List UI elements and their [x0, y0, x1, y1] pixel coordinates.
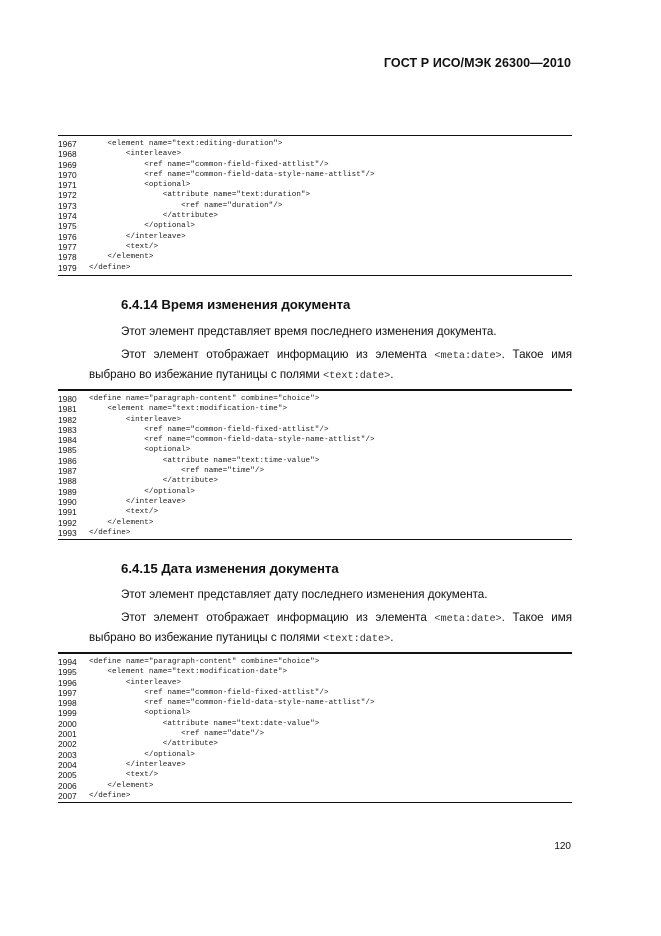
line-number: 1995: [58, 667, 77, 678]
line-number: 1985: [58, 445, 77, 456]
line-number: 1981: [58, 404, 77, 415]
code-text: </optional>: [89, 487, 195, 496]
code-text: <attribute name="text:date-value">: [89, 719, 320, 728]
code-text: <ref name="common-field-fixed-attlist"/>: [89, 425, 329, 434]
code-line: [58, 781, 572, 791]
code-listing-body: [58, 391, 572, 538]
code-line: [58, 750, 572, 760]
code-text: <optional>: [89, 709, 191, 718]
code-text: <optional>: [89, 181, 191, 190]
code-text: </optional>: [89, 222, 195, 231]
code-text: <ref name="common-field-fixed-attlist"/>: [89, 160, 329, 169]
line-number: 1996: [58, 677, 77, 688]
code-line: [58, 242, 572, 252]
code-text: </define>: [89, 791, 131, 800]
inline-code-meta-date: <meta:date>: [434, 614, 502, 625]
code-line: [58, 770, 572, 780]
code-line: [58, 232, 572, 242]
code-line: [58, 791, 572, 801]
page-number: 120: [554, 841, 571, 852]
line-number: 2002: [58, 739, 77, 750]
line-number: 1968: [58, 149, 77, 160]
code-text: <ref name="common-field-data-style-name-attlist"/>: [89, 436, 375, 445]
code-text: <define name="paragraph-content" combine="choice">: [89, 658, 320, 666]
code-line: [58, 263, 572, 273]
line-number: 1982: [58, 414, 77, 425]
code-text: <attribute name="text:time-value">: [89, 456, 320, 465]
code-line: [58, 170, 572, 180]
code-line: [58, 160, 572, 170]
code-line: [58, 719, 572, 729]
paragraph-text: .: [390, 368, 394, 381]
code-listing-2: [58, 389, 572, 540]
code-line: [58, 739, 572, 749]
section-heading-6-4-14: 6.4.14 Время изменения документа: [121, 297, 351, 312]
code-text: <interleave>: [89, 678, 182, 687]
code-listing-body: [58, 654, 572, 801]
code-text: <ref name="common-field-data-style-name-attlist"/>: [89, 170, 375, 179]
code-line: [58, 760, 572, 770]
line-number: 1988: [58, 476, 77, 487]
code-text: <ref name="time"/>: [89, 467, 265, 476]
code-line: [58, 394, 572, 404]
code-line: [58, 149, 572, 159]
code-line: [58, 180, 572, 190]
code-text: <element name="text:modification-date">: [89, 668, 288, 677]
code-line: [58, 404, 572, 414]
code-text: <text/>: [89, 508, 159, 517]
line-number: 1970: [58, 169, 77, 180]
code-line: [58, 528, 572, 538]
line-number: 1993: [58, 527, 77, 538]
line-number: 1992: [58, 517, 77, 528]
inline-code-meta-date: <meta:date>: [434, 351, 502, 362]
line-number: 1983: [58, 424, 77, 435]
code-line: [58, 476, 572, 486]
line-number: 1975: [58, 221, 77, 232]
section-6-4-15-paragraph-2: [89, 609, 572, 649]
code-line: [58, 518, 572, 528]
code-line: [58, 221, 572, 231]
code-text: </interleave>: [89, 497, 186, 506]
line-number: 1974: [58, 211, 77, 222]
code-line: [58, 698, 572, 708]
line-number: 2007: [58, 790, 77, 801]
line-number: 1984: [58, 435, 77, 446]
line-number: 1980: [58, 394, 77, 404]
code-line: [58, 729, 572, 739]
code-text: </interleave>: [89, 232, 186, 241]
code-line: [58, 445, 572, 455]
code-text: </optional>: [89, 750, 195, 759]
code-line: [58, 425, 572, 435]
line-number: 1987: [58, 466, 77, 477]
code-line: [58, 139, 572, 149]
paragraph-text: Этот элемент отображает информацию из элемента: [121, 348, 435, 361]
inline-code-text-date: <text:date>: [323, 634, 391, 645]
code-text: <ref name="date"/>: [89, 730, 265, 739]
code-text: <interleave>: [89, 150, 182, 159]
inline-code-text-date: <text:date>: [323, 371, 391, 382]
code-text: </attribute>: [89, 477, 218, 486]
section-heading-6-4-15: 6.4.15 Дата изменения документа: [121, 561, 339, 576]
line-number: 2005: [58, 770, 77, 781]
line-number: 1973: [58, 200, 77, 211]
code-text: <ref name="common-field-fixed-attlist"/>: [89, 688, 329, 697]
line-number: 1999: [58, 708, 77, 719]
code-text: </element>: [89, 518, 154, 527]
code-text: <define name="paragraph-content" combine="choice">: [89, 395, 320, 403]
document-header: ГОСТ Р ИСО/МЭК 26300—2010: [383, 56, 571, 70]
line-number: 2006: [58, 780, 77, 791]
line-number: 2001: [58, 729, 77, 740]
code-line: [58, 708, 572, 718]
paragraph-text: . Такое имя выбрано во избежание путаницы с полями: [89, 348, 572, 381]
code-text: <optional>: [89, 446, 191, 455]
code-text: <text/>: [89, 242, 159, 251]
line-number: 1990: [58, 496, 77, 507]
code-text: </element>: [89, 781, 154, 790]
paragraph-text: .: [390, 631, 394, 644]
line-number: 1976: [58, 231, 77, 242]
code-text: </attribute>: [89, 212, 218, 221]
paragraph-text: Этот элемент отображает информацию из элемента: [121, 611, 435, 624]
line-number: 1979: [58, 262, 77, 273]
code-line: [58, 688, 572, 698]
code-line: [58, 466, 572, 476]
code-text: <interleave>: [89, 415, 182, 424]
code-text: <element name="text:modification-time">: [89, 405, 288, 414]
line-number: 2003: [58, 749, 77, 760]
line-number: 2000: [58, 718, 77, 729]
line-number: 2004: [58, 759, 77, 770]
paragraph-text: . Такое имя выбрано во избежание путаницы с полями: [89, 611, 572, 644]
line-number: 1971: [58, 180, 77, 191]
code-line: [58, 456, 572, 466]
code-text: <ref name="common-field-data-style-name-attlist"/>: [89, 699, 375, 708]
section-6-4-14-paragraph-1: Этот элемент представляет время последнего изменения документа.: [121, 325, 497, 338]
line-number: 1977: [58, 241, 77, 252]
line-number: 1972: [58, 190, 77, 201]
code-line: [58, 190, 572, 200]
line-number: 1991: [58, 507, 77, 518]
code-line: [58, 678, 572, 688]
code-listing-bottom-rule: [58, 275, 572, 276]
code-text: </element>: [89, 253, 154, 262]
code-line: [58, 487, 572, 497]
section-6-4-14-paragraph-2: [89, 346, 572, 386]
code-text: <element name="text:editing-duration">: [89, 140, 283, 148]
code-listing-bottom-rule: [58, 802, 572, 803]
code-line: [58, 252, 572, 262]
code-text: </attribute>: [89, 740, 218, 749]
line-number: 1986: [58, 455, 77, 466]
line-number: 1998: [58, 698, 77, 709]
code-text: </interleave>: [89, 760, 186, 769]
line-number: 1967: [58, 139, 77, 149]
code-line: [58, 435, 572, 445]
code-listing-3: [58, 652, 572, 803]
code-listing-1: [58, 135, 572, 276]
code-line: [58, 211, 572, 221]
line-number: 1969: [58, 159, 77, 170]
section-6-4-15-paragraph-1: Этот элемент представляет дату последнего изменения документа.: [121, 588, 488, 601]
line-number: 1978: [58, 252, 77, 263]
code-line: [58, 415, 572, 425]
line-number: 1989: [58, 486, 77, 497]
line-number: 1997: [58, 687, 77, 698]
code-line: [58, 201, 572, 211]
code-text: </define>: [89, 528, 131, 537]
code-line: [58, 657, 572, 667]
code-text: </define>: [89, 263, 131, 272]
code-text: <text/>: [89, 771, 159, 780]
code-text: <attribute name="text:duration">: [89, 191, 311, 200]
code-listing-bottom-rule: [58, 539, 572, 540]
code-line: [58, 667, 572, 677]
code-listing-body: [58, 136, 572, 273]
code-line: [58, 507, 572, 517]
line-number: 1994: [58, 657, 77, 667]
code-text: <ref name="duration"/>: [89, 201, 283, 210]
code-line: [58, 497, 572, 507]
